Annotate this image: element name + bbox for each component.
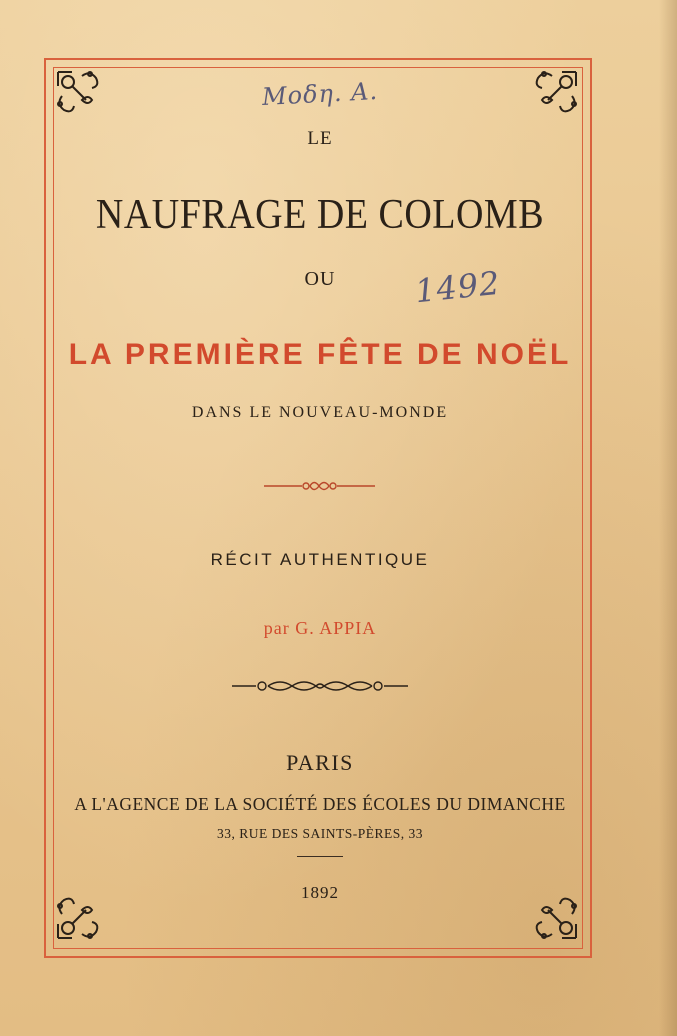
title-article: LE bbox=[307, 128, 333, 149]
title-conjunction: OU bbox=[304, 268, 336, 290]
publisher-line: A L'AGENCE DE LA SOCIÉTÉ DES ÉCOLES DU DIMANCHE bbox=[74, 794, 566, 814]
genre-line: RÉCIT AUTHENTIQUE bbox=[210, 550, 430, 569]
publication-city: PARIS bbox=[286, 750, 354, 775]
author-line: par G. APPIA bbox=[263, 618, 377, 638]
main-title: NAUFRAGE DE COLOMB bbox=[95, 191, 545, 239]
page-edge-shadow bbox=[659, 0, 677, 1036]
corner-ornament-top-left bbox=[52, 66, 104, 118]
corner-ornament-top-right bbox=[530, 66, 582, 118]
handwritten-year-note: 1492 bbox=[413, 263, 503, 311]
handwritten-note-top: Μοδη. A. bbox=[261, 76, 379, 112]
publisher-address: 33, RUE DES SAINTS-PÈRES, 33 bbox=[216, 826, 424, 841]
ornament-divider-icon bbox=[262, 476, 377, 496]
publication-year: 1892 bbox=[301, 883, 339, 902]
subtitle: LA PREMIÈRE FÊTE DE NOËL bbox=[68, 338, 572, 371]
subtitle-line-2: DANS LE NOUVEAU-MONDE bbox=[191, 404, 449, 421]
short-rule bbox=[297, 856, 343, 857]
ornament-divider-2-icon bbox=[230, 676, 410, 696]
